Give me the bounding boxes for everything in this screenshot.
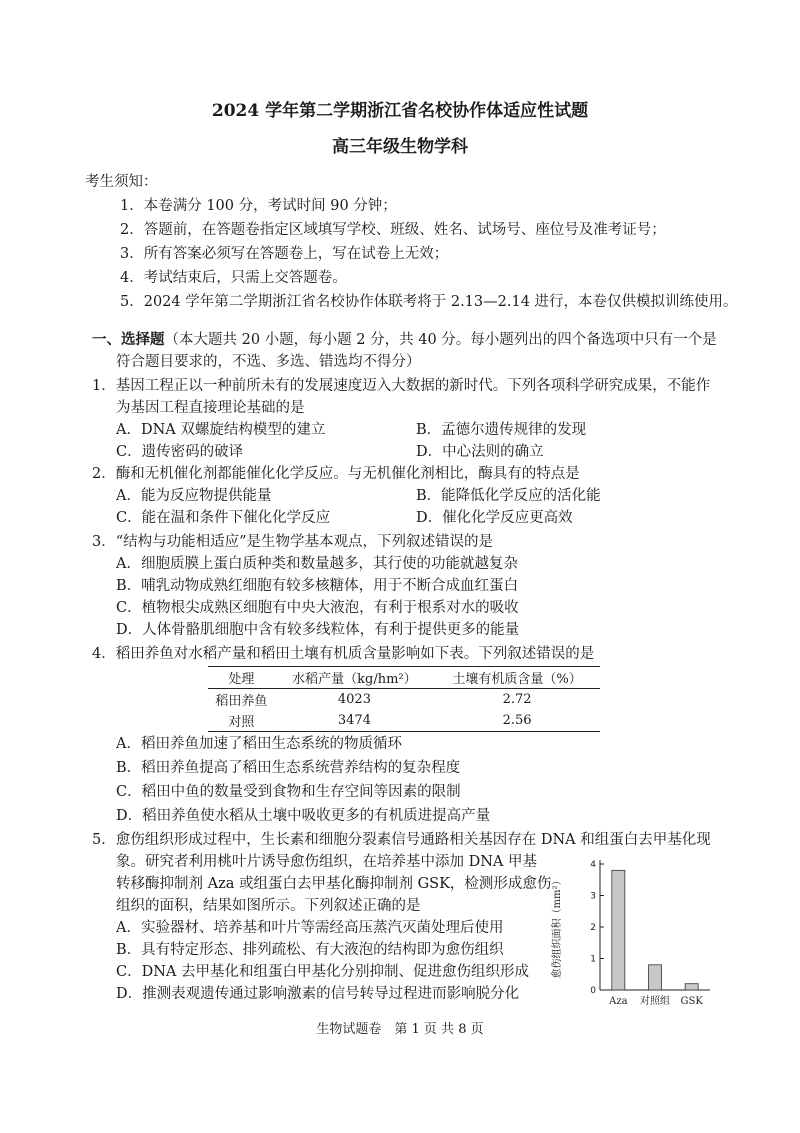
q2-option-a: A．能为反应物提供能量 [116, 488, 272, 504]
table-cell: 2.56 [502, 713, 532, 728]
bar-2 [685, 984, 698, 990]
page-footer: 生物试题卷 第 1 页 共 8 页 [316, 1022, 484, 1037]
table-header-organic-matter: 土壤有机质含量（%） [452, 672, 582, 687]
y-tick-label: 0 [590, 986, 596, 996]
table-cell: 稻田养鱼 [215, 694, 268, 709]
notice-heading: 考生须知： [85, 174, 158, 190]
table-cell: 2.72 [502, 692, 532, 707]
x-tick-label: 对照组 [640, 996, 670, 1007]
bar-1 [649, 965, 662, 990]
q3-option-c: C．植物根尖成熟区细胞有中央大液泡，有利于根系对水的吸收 [116, 600, 519, 616]
notice-item-2: 2．答题前，在答题卷指定区域填写学校、班级、姓名、试场号、座位号及准考证号； [120, 222, 666, 238]
y-tick-label: 2 [590, 923, 596, 933]
q1-stem-1: 1．基因工程正以一种前所未有的发展速度迈入大数据的新时代。下列各项科学研究成果，不能作 [92, 378, 711, 394]
x-tick-label: GSK [680, 996, 703, 1007]
q1-option-d: D．中心法则的确立 [416, 444, 544, 460]
table-header-yield: 水稻产量（kg/hm²） [292, 672, 417, 687]
y-tick-label: 4 [590, 860, 596, 870]
q3-option-a: A．细胞质膜上蛋白质种类和数量越多，其行使的功能就越复杂 [116, 556, 518, 572]
q4-option-c: C．稻田中鱼的数量受到食物和生存空间等因素的限制 [116, 784, 461, 800]
section-label: 一、选择题 [92, 332, 165, 348]
q1-option-c: C．遗传密码的破译 [116, 444, 244, 460]
y-axis-label: 愈伤组织面积（mm²） [552, 875, 563, 979]
table-header-treatment: 处理 [228, 672, 255, 687]
q1-stem-2: 为基因工程直接理论基础的是 [116, 400, 305, 416]
table-cell: 对照 [228, 715, 255, 730]
notice-item-1: 1．本卷满分 100 分，考试时间 90 分钟； [120, 198, 397, 214]
notice-item-4: 4．考试结束后，只需上交答题卷。 [120, 270, 347, 286]
q1-option-b: B．孟德尔遗传规律的发现 [416, 422, 587, 438]
q2-stem: 2．酶和无机催化剂都能催化化学反应。与无机催化剂相比，酶具有的特点是 [92, 466, 580, 482]
q5-stem-2: 象。研究者利用桃叶片诱导愈伤组织，在培养基中添加 DNA 甲基 [116, 854, 538, 870]
q2-option-c: C．能在温和条件下催化化学反应 [116, 510, 331, 526]
bar-chart-svg [548, 852, 718, 1012]
y-tick-label: 3 [590, 891, 596, 902]
q2-option-d: D．催化化学反应更高效 [416, 510, 573, 526]
table-row [208, 710, 600, 732]
q2-option-b: B．能降低化学反应的活化能 [416, 488, 601, 504]
x-tick-label: Aza [609, 996, 628, 1007]
q5-option-b: B．具有特定形态、排列疏松、有大液泡的结构即为愈伤组织 [116, 942, 504, 958]
section-heading [92, 330, 717, 350]
bar-0 [612, 870, 625, 990]
q5-stem-1: 5．愈伤组织形成过程中，生长素和细胞分裂素信号通路相关基因存在 DNA 和组蛋白去甲基化现 [92, 832, 711, 848]
q5-stem-3: 转移酶抑制剂 Aza 或组蛋白去甲基化酶抑制剂 GSK，检测形成愈伤 [116, 876, 552, 892]
exam-title: 2024 学年第二学期浙江省名校协作体适应性试题 [211, 101, 589, 121]
section-desc-2: 符合题目要求的，不选、多选、错选均不得分） [116, 354, 421, 370]
table-cell: 4023 [337, 692, 371, 707]
table-cell: 3474 [337, 713, 371, 728]
q5-option-c: C．DNA 去甲基化和组蛋白甲基化分别抑制、促进愈伤组织形成 [116, 964, 529, 980]
exam-subtitle: 高三年级生物学科 [332, 137, 468, 157]
q4-option-a: A．稻田养鱼加速了稻田生态系统的物质循环 [116, 736, 402, 752]
q4-data-table [208, 666, 600, 732]
table-row [208, 689, 600, 711]
q1-option-a: A．DNA 双螺旋结构模型的建立 [116, 422, 326, 438]
q5-option-a: A．实验器材、培养基和叶片等需经高压蒸汽灭菌处理后使用 [116, 920, 504, 936]
section-desc-1: （本大题共 20 小题，每小题 2 分，共 40 分。每小题列出的四个备选项中只有一个是 [164, 332, 717, 348]
q4-stem: 4．稻田养鱼对水稻产量和稻田土壤有机质含量影响如下表。下列叙述错误的是 [92, 646, 595, 662]
q4-option-d: D．稻田养鱼使水稻从土壤中吸收更多的有机质进提高产量 [116, 808, 491, 824]
notice-item-3: 3．所有答案必须写在答题卷上，写在试卷上无效； [120, 246, 449, 262]
q5-stem-4: 组织的面积，结果如图所示。下列叙述正确的是 [116, 898, 421, 914]
q3-option-b: B．哺乳动物成熟红细胞有较多核糖体，用于不断合成血红蛋白 [116, 578, 519, 594]
notice-item-5: 5．2024 学年第二学期浙江省名校协作体联考将于 2.13—2.14 进行，本卷仅供模拟训练使用。 [120, 294, 738, 310]
q3-option-d: D．人体骨骼肌细胞中含有较多线粒体，有利于提供更多的能量 [116, 622, 520, 638]
q4-option-b: B．稻田养鱼提高了稻田生态系统营养结构的复杂程度 [116, 760, 461, 776]
q5-option-d: D．推测表观遗传通过影响激素的信号转导过程进而影响脱分化 [116, 986, 520, 1002]
y-tick-label: 1 [590, 954, 596, 965]
q3-stem: 3．“结构与功能相适应”是生物学基本观点，下列叙述错误的是 [92, 534, 494, 550]
q5-bar-chart [548, 852, 718, 1012]
